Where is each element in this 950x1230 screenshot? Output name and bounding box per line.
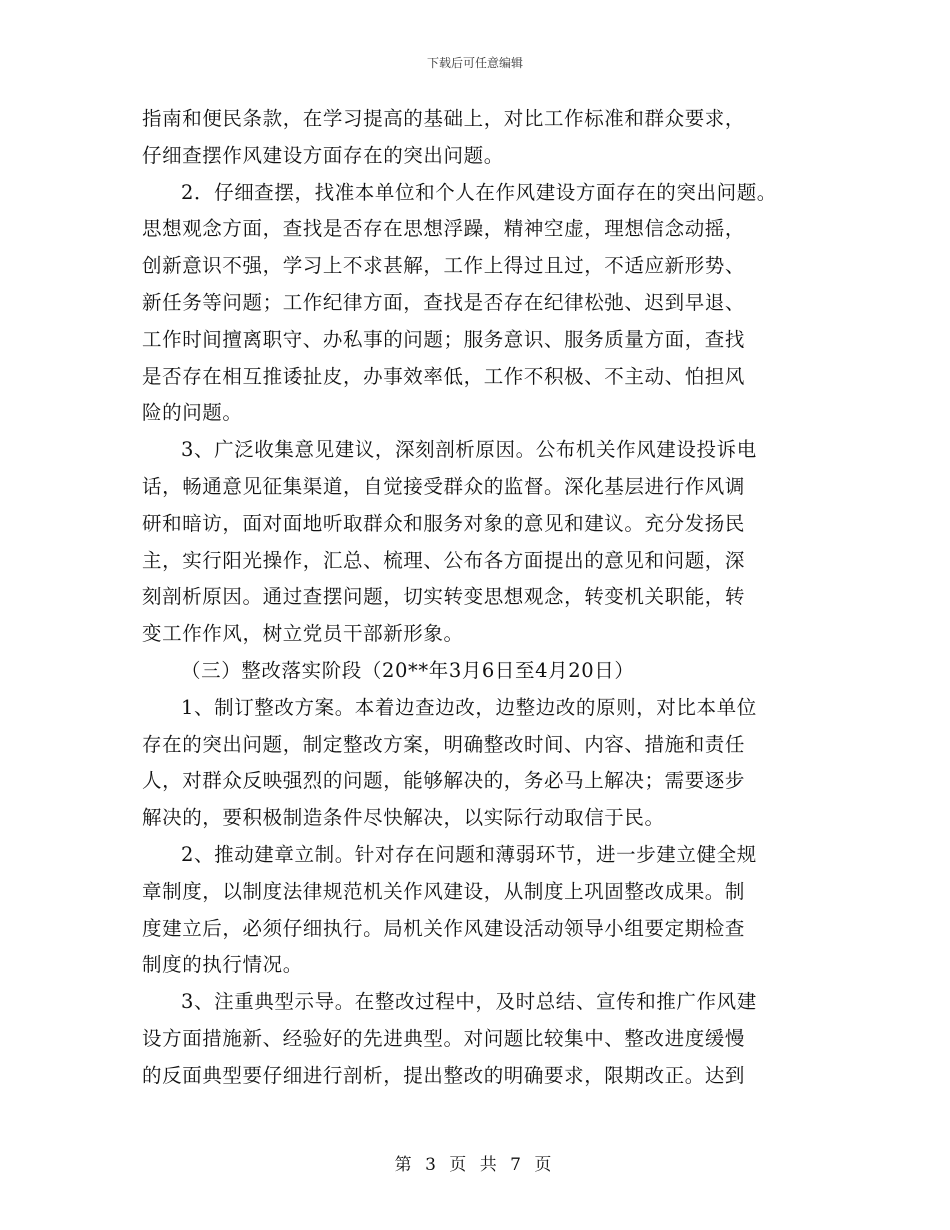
- text-line: 变工作作风，树立党员干部新形象。: [142, 622, 464, 646]
- text-line: 主，实行阳光操作，汇总、梳理、公布各方面提出的意见和问题，深: [142, 548, 746, 572]
- text-line: 刻剖析原因。通过查摆问题，切实转变思想观念，转变机关职能，转: [142, 585, 746, 609]
- text-line: 2．仔细查摆，找准本单位和个人在作风建设方面存在的突出问题。: [181, 180, 777, 204]
- text-line: 新任务等问题；工作纪律方面，查找是否存在纪律松弛、迟到早退、: [142, 290, 746, 314]
- text-line: 话，畅通意见征集渠道，自觉接受群众的监督。深化基层进行作风调: [142, 474, 746, 498]
- text-line: 创新意识不强，学习上不求甚解，工作上得过且过，不适应新形势、: [142, 254, 746, 278]
- text-line: 制度的执行情况。: [142, 953, 303, 977]
- text-line: 的反面典型要仔细进行剖析，提出整改的明确要求，限期改正。达到: [142, 1063, 746, 1087]
- text-line: 3、广泛收集意见建议，深刻剖析原因。公布机关作风建设投诉电: [181, 438, 757, 462]
- text-line: 章制度，以制度法律规范机关作风建设，从制度上巩固整改成果。制: [142, 879, 746, 903]
- text-line: 指南和便民条款，在学习提高的基础上，对比工作标准和群众要求，: [142, 107, 746, 130]
- text-line: 工作时间擅离职守、办私事的问题；服务意识、服务质量方面，查找: [142, 327, 746, 351]
- text-line: 仔细查摆作风建设方面存在的突出问题。: [142, 143, 504, 167]
- text-line: 险的问题。: [142, 401, 243, 425]
- page-footer: 第 3 页 共 7 页: [394, 1155, 556, 1175]
- text-line: 2、推动建章立制。针对存在问题和薄弱环节，进一步建立健全规: [181, 842, 757, 866]
- text-line: （三）整改落实阶段（20**年3月6日至4月20日）: [181, 658, 635, 682]
- text-line: 研和暗访，面对面地听取群众和服务对象的意见和建议。充分发扬民: [142, 511, 746, 535]
- text-line: 设方面措施新、经验好的先进典型。对问题比较集中、整改进度缓慢: [142, 1026, 746, 1050]
- text-line: 存在的突出问题，制定整改方案，明确整改时间、内容、措施和责任: [142, 732, 746, 756]
- text-line: 度建立后，必须仔细执行。局机关作风建设活动领导小组要定期检查: [142, 916, 746, 940]
- document-body: [142, 101, 832, 1095]
- text-line: 人，对群众反映强烈的问题，能够解决的，务必马上解决；需要逐步: [142, 769, 746, 793]
- text-line: 思想观念方面，查找是否存在思想浮躁，精神空虚，理想信念动摇，: [142, 217, 746, 241]
- text-line: 3、注重典型示导。在整改过程中，及时总结、宣传和推广作风建: [181, 990, 757, 1014]
- text-line: 是否存在相互推诿扯皮，办事效率低，工作不积极、不主动、怕担风: [142, 364, 746, 388]
- text-line: 1、制订整改方案。本着边查边改，边整边改的原则，对比本单位: [181, 695, 757, 719]
- page-header: 下载后可任意编辑: [426, 56, 523, 70]
- text-line: 解决的，要积极制造条件尽快解决，以实际行动取信于民。: [142, 806, 665, 830]
